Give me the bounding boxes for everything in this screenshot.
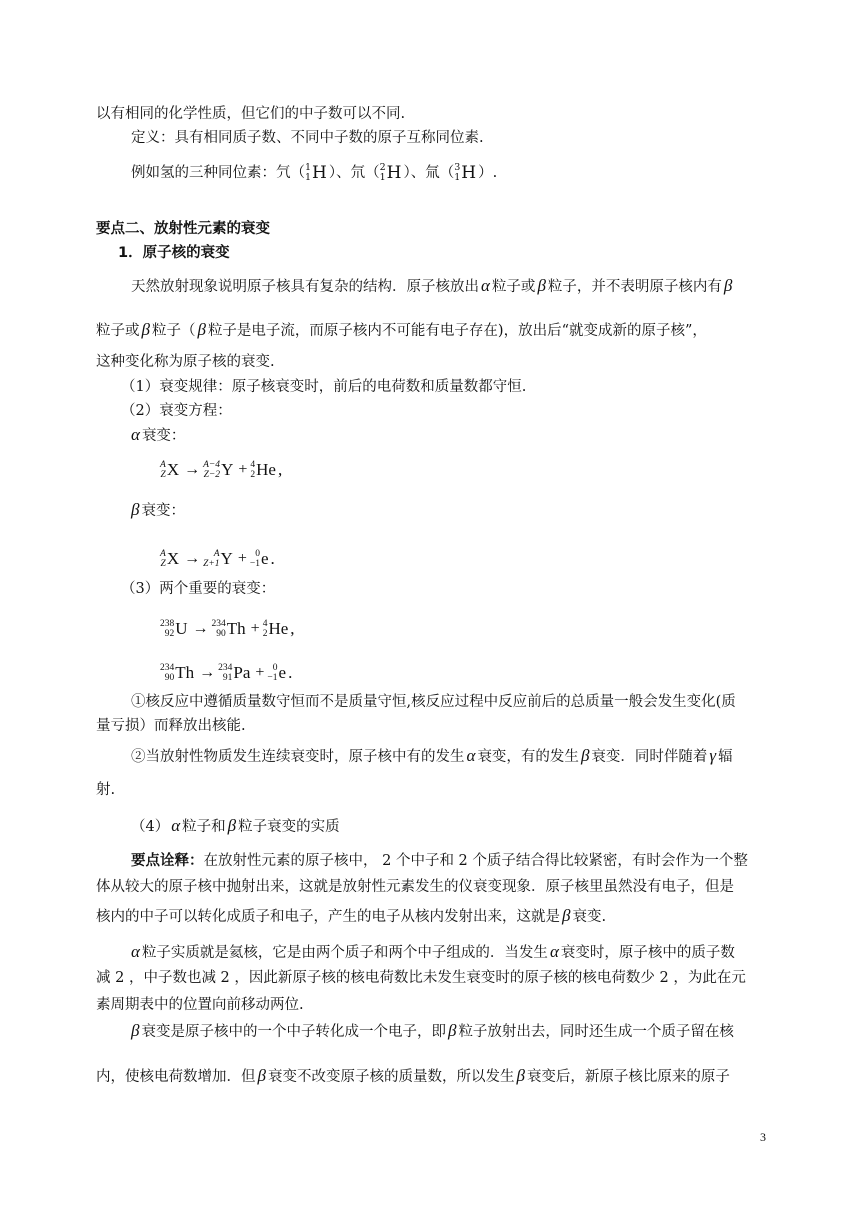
emitted-particle (250, 549, 269, 569)
beta-symbol: β (562, 906, 571, 925)
hydrogen-isotope-numbers (380, 163, 386, 183)
hydrogen-isotope-numbers (454, 163, 460, 183)
atomic-number: 90 (164, 673, 175, 683)
alpha-paragraph-line: 减 2 ，中子数也减 2 ，因此新原子核的核电荷数比未发生衰变时的原子核的核电荷数少 2 ，为此在元 (96, 970, 746, 986)
beta-paragraph-line: 内，使核电荷数增加．但 β 衰变不改变原子核的质量数，所以发生 β 衰变后，新原子核比原来的原子 (96, 1066, 730, 1085)
isotope-separator: ）、 (403, 165, 426, 181)
hydrogen-isotope-numbers (305, 163, 311, 183)
arrow-icon: → (184, 550, 201, 567)
beta-symbol: β (516, 1066, 525, 1085)
isotope-name: 氕（ (276, 165, 305, 181)
parent-nuclide (160, 619, 188, 639)
element-symbol: U (175, 619, 188, 638)
daughter-nuclide-numbers (218, 663, 232, 683)
definition-text: 定义：具有相同质子数、不同中子数的原子互称同位素. (131, 130, 484, 146)
atomic-number: 1 (305, 172, 312, 183)
alpha-symbol: α (466, 746, 476, 765)
daughter-nuclide-numbers (203, 549, 219, 569)
alpha-symbol: α (549, 942, 559, 961)
beta-symbol: β (227, 816, 237, 835)
item-4-heading: （4） α 粒子和 β 粒子衰变的实质 (131, 816, 340, 835)
arrow-icon: → (199, 664, 216, 681)
plus-sign: + (237, 550, 247, 567)
daughter-nuclide (203, 460, 233, 480)
hydrogen-isotope (305, 162, 327, 184)
mass-number: 234 (218, 663, 233, 673)
mass-number: 4 (250, 460, 256, 470)
isotope-example (131, 162, 497, 184)
element-symbol: X (166, 460, 180, 479)
atomic-number: 92 (164, 629, 175, 639)
mass-number: 234 (160, 663, 175, 673)
equation-alpha (160, 453, 282, 480)
mass-number: A (160, 460, 166, 470)
daughter-nuclide (218, 663, 250, 683)
commentary-line: 要点诠释：在放射性元素的原子核中， 2 个中子和 2 个质子结合得比较紧密，有时会作为一个整 (131, 853, 748, 869)
beta-symbol: β (141, 320, 150, 339)
element-symbol: He (268, 619, 289, 638)
note-2-line: ②当放射性物质发生连续衰变时，原子核中有的发生 α 衰变，有的发生 β 衰变．同时伴随着 γ 辐 (131, 746, 733, 765)
beta-symbol: β (257, 1066, 266, 1085)
emitted-particle (263, 619, 289, 639)
beta-symbol: β (447, 1021, 457, 1040)
beta-symbol: β (580, 746, 590, 765)
element-symbol: Y (220, 549, 233, 568)
atomic-number: Z (160, 470, 166, 480)
beta-symbol: β (723, 276, 733, 295)
arrow-icon: → (192, 620, 209, 637)
equation-thorium (160, 656, 292, 683)
plus-sign: + (255, 664, 265, 681)
atomic-number: −1 (249, 559, 260, 569)
element-symbol: Th (175, 663, 195, 682)
commentary-line: 核内的中子可以转化成质子和电子，产生的电子从核内发射出来，这就是 β 衰变. (96, 906, 607, 925)
beta-decay-label: β 衰变： (131, 500, 185, 519)
mass-number: 234 (211, 619, 226, 629)
atomic-number: 2 (250, 470, 256, 480)
daughter-nuclide-numbers (203, 460, 220, 480)
element-symbol: e (260, 549, 269, 568)
emitted-particle (267, 663, 286, 683)
mass-number: A−4 (203, 460, 221, 470)
decay-equation-title: （2）衰变方程： (121, 403, 232, 419)
parent-nuclide-numbers (160, 460, 166, 480)
alpha-decay-label: α 衰变： (131, 425, 186, 444)
paragraph-line: 粒子或 β 粒子（ β 粒子是电子流，而原子核内不可能有电子存在)，放出后“就变成新的原子核”， (96, 320, 707, 339)
parent-nuclide-numbers (160, 663, 174, 683)
equation-punctuation: . (270, 549, 275, 568)
alpha-paragraph-line: 素周期表中的位置向前移动两位. (96, 997, 304, 1013)
hydrogen-isotope (380, 162, 402, 184)
hydrogen-isotope (454, 162, 476, 184)
element-symbol: Y (221, 460, 234, 479)
emitted-particle-numbers (263, 619, 268, 639)
isotope-separator: ）. (478, 165, 498, 181)
beta-symbol: β (537, 276, 546, 295)
atomic-number: Z−2 (203, 470, 221, 480)
atomic-number: 2 (262, 629, 268, 639)
emitted-particle-numbers (250, 549, 260, 569)
atomic-number: 90 (216, 629, 226, 639)
example-prefix: 例如氢的三种同位素： (131, 165, 276, 181)
equation-punctuation: . (288, 663, 293, 682)
plus-sign: + (250, 620, 260, 637)
decay-rule: （1）衰变规律：原子核衰变时，前后的电荷数和质量数都守恒. (121, 379, 527, 395)
equation-beta (160, 542, 275, 569)
emitted-particle (250, 460, 276, 480)
element-symbol: He (256, 460, 276, 479)
beta-symbol: β (131, 1021, 140, 1040)
atomic-number: −1 (267, 673, 278, 683)
element-symbol: H (312, 163, 327, 183)
subsection-heading: 1．原子核的衰变 (118, 245, 230, 261)
note-1-line: ①核反应中遵循质量数守恒而不是质量守恒,核反应过程中反应前后的总质量一般会发生变化(质 (131, 694, 736, 710)
page-number: 3 (760, 1130, 766, 1144)
text-line: 以有相同的化学性质，但它们的中子数可以不同. (96, 106, 406, 122)
daughter-nuclide (212, 619, 246, 639)
atomic-number: 1 (454, 172, 461, 183)
atomic-number: 91 (222, 673, 233, 683)
mass-number: 1 (305, 162, 312, 173)
element-symbol: Pa (233, 663, 251, 682)
parent-nuclide (160, 460, 179, 480)
note-1-line: 量亏损）而释放出核能. (96, 718, 246, 734)
mass-number: 4 (262, 619, 268, 629)
mass-number: 3 (454, 162, 461, 173)
element-symbol: X (166, 549, 180, 568)
section-heading: 要点二、放射性元素的衰变 (96, 221, 270, 237)
parent-nuclide-numbers (160, 619, 174, 639)
parent-nuclide-numbers (160, 549, 166, 569)
isotope-name: 氚（ (425, 165, 455, 181)
commentary-line: 体从较大的原子核中抛射出来，这就是放射性元素发生的仪衰变现象．原子核里虽然没有电子，但是 (96, 879, 734, 895)
alpha-symbol: α (131, 425, 140, 444)
element-symbol: H (386, 163, 402, 183)
isotope-list (276, 162, 498, 183)
equation-uranium (160, 612, 295, 639)
mass-number: 0 (272, 663, 278, 673)
note-2-line: 射. (96, 782, 116, 798)
equation-punctuation: , (277, 460, 283, 479)
mass-number: 2 (379, 162, 386, 173)
daughter-nuclide (203, 549, 233, 569)
element-symbol: e (278, 663, 287, 682)
atomic-number: 1 (379, 172, 386, 183)
paragraph-line: 这种变化称为原子核的衰变. (96, 354, 275, 370)
emitted-particle-numbers (267, 663, 277, 683)
parent-nuclide (160, 549, 179, 569)
isotope-separator: ）、 (328, 165, 351, 181)
alpha-symbol: α (171, 816, 181, 835)
atomic-number: Z+1 (203, 559, 220, 569)
parent-nuclide (160, 663, 194, 683)
beta-symbol: β (197, 320, 206, 339)
mass-number: 0 (255, 549, 260, 559)
alpha-symbol: α (131, 942, 140, 961)
isotope-name: 氘（ (350, 165, 380, 181)
important-decays-title: （3）两个重要的衰变： (121, 581, 276, 597)
element-symbol: Th (226, 619, 246, 638)
alpha-symbol: α (481, 276, 490, 295)
gamma-symbol: γ (709, 746, 717, 765)
commentary-label: 要点诠释： (131, 853, 204, 869)
mass-number: 238 (160, 619, 175, 629)
daughter-nuclide-numbers (212, 619, 226, 639)
element-symbol: H (461, 163, 477, 183)
arrow-icon: → (184, 461, 201, 478)
beta-symbol: β (131, 500, 140, 519)
paragraph-line: 天然放射现象说明原子核具有复杂的结构．原子核放出 α 粒子或 β 粒子，并不表明原子核内有 β (131, 276, 733, 295)
beta-paragraph-line: β 衰变是原子核中的一个中子转化成一个电子，即 β 粒子放射出去，同时还生成一个质子留在核 (131, 1021, 734, 1040)
plus-sign: + (238, 461, 248, 478)
mass-number: A (160, 549, 166, 559)
emitted-particle-numbers (250, 460, 255, 480)
atomic-number: Z (160, 559, 166, 569)
mass-number: A (213, 549, 220, 559)
alpha-paragraph-line: α 粒子实质就是氦核，它是由两个质子和两个中子组成的．当发生 α 衰变时，原子核中的质子数 (131, 942, 735, 961)
equation-punctuation: , (290, 619, 295, 638)
